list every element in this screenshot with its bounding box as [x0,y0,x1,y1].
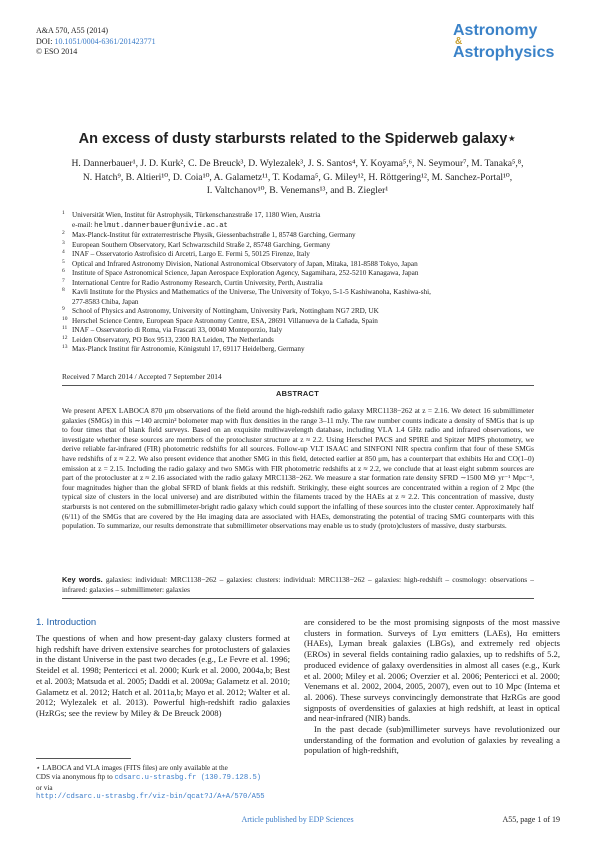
affiliation-text: e-mail: helmut.dannerbauer@univie.ac.at [72,220,228,230]
affiliation-number: 5 [62,258,65,265]
footnote-rule [36,758,131,759]
page-number: A55, page 1 of 19 [502,815,560,824]
author-line: I. Valtchanov¹⁰, B. Venemans¹³, and B. Ziegler¹ [206,185,389,196]
abstract-heading: ABSTRACT [275,389,320,398]
intro-paragraph: are considered to be the most promising signposts of the most massive clusters in formation. Surveys of Lyα emitters (LAEs), Hα emitters (HAEs), Lyman break galaxies (LBGs), and extremely red objects (EROs) in several fields containing radio galaxies, up to redshifts of 5.2, produced evidence of galaxy overdensities in almost all cases (e.g., Kurk et al. 2000; Miley et al. 2006; Overzier et al. 2006; Pentericci et al. 2000; Venemans et al. 2002, 2004, 2005, 2007), even out to 10 Mpc (Intema et al. 2006). These surveys convincingly demonstrate that HzRGs are good signposts of overdensities of galaxies at high redshift, at least in optical and near-infrared (NIR) bands. [304,617,560,724]
author-list [30,157,565,198]
affiliation-item [62,307,542,317]
keywords [62,575,534,594]
affiliation-number [62,219,72,230]
abstract-text: We present APEX LABOCA 870 μm observations of the field around the high-redshift radio galaxy MRC1138−262 at z = 2.16. We detect 16 submillimeter galaxies (SMGs) in this ∼140 arcmin² bolometer map with flux densities in the range 3–11 mJy. The raw number counts indicate a density of SMGs that is up to four times that of blank field surveys. Based on an exquisite multiwavelength database, including VLA 1.4 GHz radio and infrared observations, we investigate whether these sources are members of the protocluster structure at z ≈ 2.2. Using Herschel PACS and SPIRE and Spitzer MIPS photometry, we derive reliable far-infrared (FIR) photometric redshifts for all sources. Follow-up VLT ISAAC and SINFONI NIR spectra confirm that four of these SMGs have redshifts of z ≈ 2.2. We also present evidence that another SMG in this field, detected earlier at 850 μm, has a counterpart that exhibits Hα and CO(1–0) emission at z = 2.15. Including the radio galaxy and two SMGs with FIR photometric redshifts at z ≈ 2.2, we conclude that at least eight submm sources are part of the protocluster at z ≈ 2.16 associated with the radio galaxy MRC1138−262. We measure a star formation rate density SFRD ∼1500 M⊙ yr⁻¹ Mpc⁻³, four magnitudes higher than the global SFRD of blank fields at this redshift. Strikingly, these eight sources are concentrated within a region of 2 Mpc (the typical size of clusters in the local universe) and are distributed within the filaments traced by the HAEs at z ≈ 2.2. This concentration of massive, dusty starbursts is not centered on the submillimeter-bright radio galaxy which could support the infalling of these sources into the cluster center. Approximately half (6/11) of the SMGs that are covered by the Hα imaging data are associated with HAEs, demonstrating the potential of tracing SMG counterparts with this population. To summarize, our results demonstrate that submillimeter observations may enable us to study (proto)clusters of massive, dusty starbursts. [62,406,534,531]
author-line: N. Hatch⁹, B. Altieri¹⁰, D. Coia¹⁰, A. Galametz¹¹, T. Kodama⁵, G. Miley¹², H. Röttgering¹², M. Sanchez-Portal¹⁰, [82,171,513,183]
affiliation-item [62,211,542,221]
footnote: ⋆ LABOCA and VLA images (FITS files) are only available at the CDS via anonymous ftp to cdsarc.u-strasbg.fr (130.79.128.5) or via http://cdsarc.u-strasbg.fr/viz-bin/qcat?J/A+A/570/A55 [36,764,290,803]
affiliation-text: International Centre for Radio Astronomy Research, Curtin University, Perth, Australia [72,278,323,287]
email-link[interactable]: helmut.dannerbauer@univie.ac.at [94,221,228,230]
doi-line: DOI: 10.1051/0004-6361/201423771 [36,36,156,46]
affiliation-text: Leiden Observatory, PO Box 9513, 2300 RA Leiden, The Netherlands [72,335,274,344]
journal-header [36,26,156,58]
author-line: H. Dannerbauer¹, J. D. Kurk², C. De Breuck³, D. Wylezalek³, J. S. Santos⁴, Y. Koyama⁵,⁶, N. Seymour⁷, M. Tanaka⁵,⁸, [71,158,524,169]
affiliation-item [62,231,542,241]
affiliation-text: Institute of Space Astronomical Science, Japan Aerospace Exploration Agency, Sagamihara, 252-5210 Kanagawa, Japan [72,269,419,277]
affiliation-item [62,241,542,251]
doi-link[interactable]: 10.1051/0004-6361/201423771 [54,36,156,46]
affiliation-number: 13 [62,344,68,350]
intro-paragraph: In the past decade (sub)millimeter surveys have revolutionized our understanding of the formation and evolution of galaxies by revealing a population of high-redshift, [304,724,560,756]
affiliation-number: 3 [62,239,65,246]
affiliation-text: Herschel Science Centre, European Space Astronomy Centre, ESA, 28691 Villanueva de la Cañada, Spain [72,316,378,325]
affiliation-number [62,296,72,306]
affiliation-number: 11 [62,325,68,331]
affiliation-item [62,250,542,260]
affiliation-text: INAF – Osservatorio Astrofisico di Arcetri, Largo E. Fermi 5, 50125 Firenze, Italy [72,250,310,258]
divider [62,598,534,599]
affiliation-text: Optical and Infrared Astronomy Division, National Astronomical Observatory of Japan, Mitaka, 181-8588 Tokyo, Japan [72,259,418,268]
keywords-text: galaxies: individual: MRC1138−262 – galaxies: clusters: individual: MRC1138−262 – galaxies: high-redshift – cosmology: observations – infrared: galaxies – submillimeter: galaxies [62,575,534,594]
journal-citation: A&A 570, A55 (2014) [36,26,108,35]
divider [62,385,534,386]
affiliation-item [62,345,542,355]
paper-title: An excess of dusty starbursts related to the Spiderweb galaxy⋆ [78,131,517,147]
affiliation-number: 10 [62,315,68,322]
affiliation-number: 8 [62,287,65,293]
received-dates: Received 7 March 2014 / Accepted 7 September 2014 [62,372,222,381]
affiliation-text: European Southern Observatory, Karl Schwarzschild Straße 2, 85748 Garching, Germany [72,240,331,249]
keywords-label: Key words. [62,575,103,584]
column-right [304,617,560,756]
affiliation-item [62,336,542,346]
affiliation-number: 7 [62,277,65,284]
affiliation-text: School of Physics and Astronomy, University of Nottingham, University Park, Nottingham NG7 2RD, UK [72,307,379,315]
affiliation-number: 4 [62,249,65,255]
affiliation-item [62,260,542,270]
affiliation-text: Universität Wien, Institut für Astrophysik, Türkenschanzstraße 17, 1180 Wien, Austria [72,211,321,219]
affiliation-item [62,317,542,327]
affiliation-item [62,298,542,308]
affiliation-item [62,279,542,289]
affiliation-number: 6 [62,268,65,274]
affiliation-list [62,211,542,355]
affiliation-item [62,326,542,336]
publisher-link[interactable]: Article published by EDP Sciences [241,815,354,824]
affiliation-item [62,221,542,232]
affiliation-text: INAF – Osservatorio di Roma, via Frascati 33, 00040 Monteporzio, Italy [72,326,283,334]
affiliation-item [62,269,542,279]
section-heading-introduction: 1. Introduction [36,617,97,628]
intro-paragraph: The questions of when and how present-day galaxy clusters formed at high redshift have driven extensive searches for protoclusters of galaxies in the distant Universe in the past two decades (e.g., Le Fevre et al. 1996; Steidel et al. 1998; Pentericci et al. 2000; Kurk et al. 2000, 2004a,b; Best et al. 2003; Matsuda et al. 2005; Daddi et al. 2009a; Galametz et al. 2010; Galametz et al. 2012; Hatch et al. 2011a,b; Mayo et al. 2012; Walter et al. 2012; Wylezalek et al. 2013). Powerful high-redshift radio galaxies (HzRGs; see the review by Miley & De Breuck 2008) [36,633,290,718]
affiliation-item [62,288,542,298]
affiliation-number: 1 [62,210,65,216]
column-left [36,633,290,719]
affiliation-text: 277-8583 Chiba, Japan [72,297,139,306]
affiliation-text: Kavli Institute for the Physics and Mathematics of the Universe, The University of Tokyo, 5-1-5 Kashiwanoha, Kashiwa-shi, [72,288,431,296]
affiliation-number: 12 [62,334,68,341]
affiliation-number: 2 [62,230,65,236]
cds-link[interactable]: http://cdsarc.u-strasbg.fr/viz-bin/qcat?J/A+A/570/A55 [36,793,265,802]
affiliation-text: Max-Planck Institut für Astronomie, Königstuhl 17, 69117 Heidelberg, Germany [72,345,305,353]
journal-logo: Astronomy & Astrophysics [453,22,555,61]
copyright: © ESO 2014 [36,47,78,56]
ftp-link[interactable]: cdsarc.u-strasbg.fr (130.79.128.5) [114,774,262,783]
affiliation-text: Max-Planck-Institut für extraterrestrische Physik, Giessenbachstraße 1, 85748 Garching, Germany [72,231,356,239]
affiliation-number: 9 [62,306,65,312]
